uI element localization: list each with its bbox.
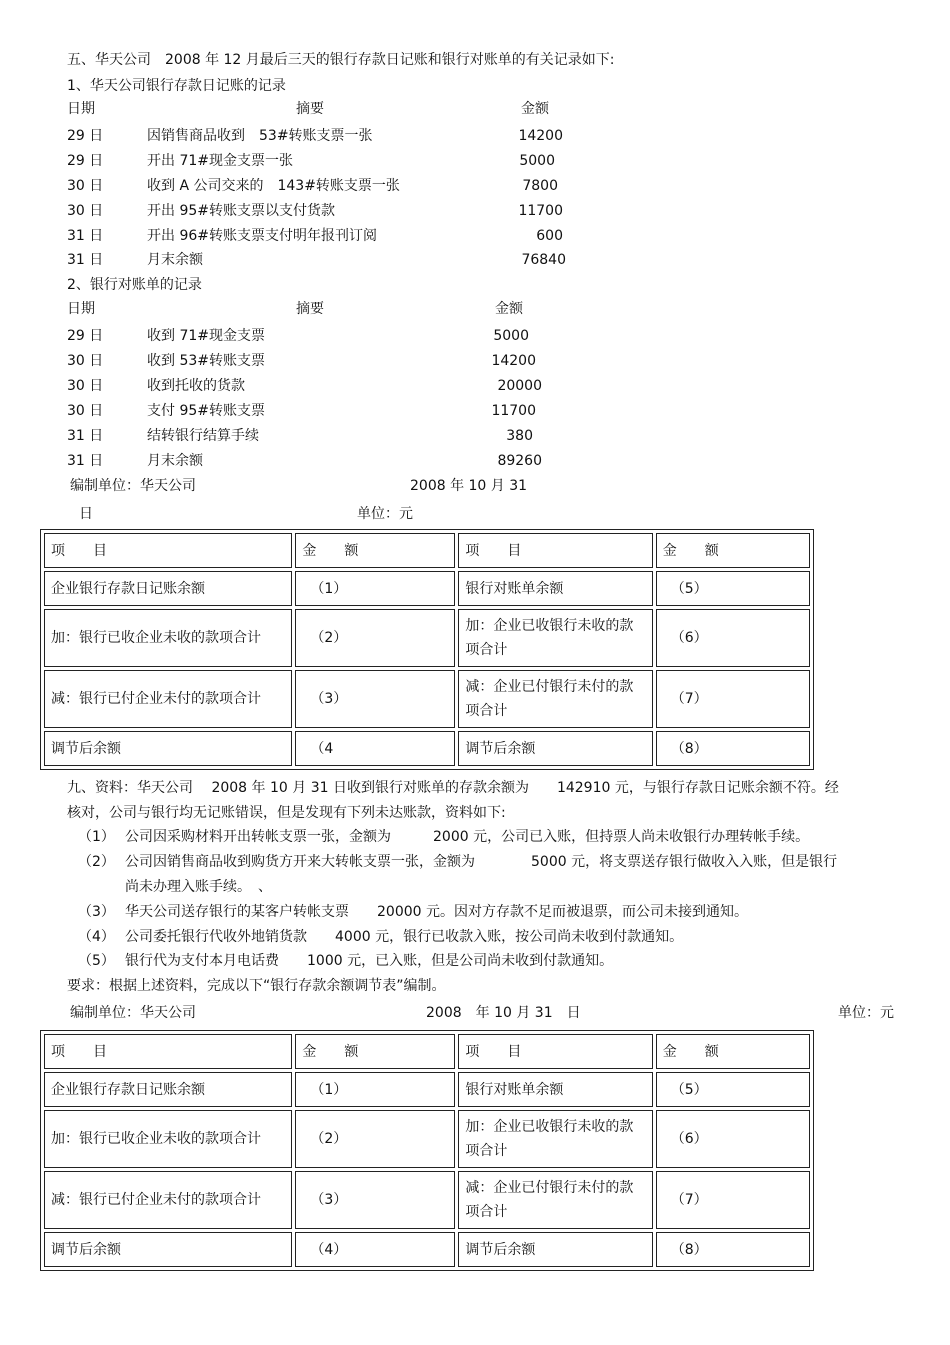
- table-row: [44, 609, 810, 667]
- journal-row-date: 31 日: [67, 228, 104, 244]
- table-row: [44, 1232, 810, 1267]
- item-text: 公司因采购材料开出转帐支票一张，金额为 2000 元，公司已入账，但持票人尚未收银行办理转帐手续。: [125, 829, 810, 845]
- journal-row-amount: 5000: [519, 153, 555, 169]
- item-text: 公司委托银行代收外地销货款 4000 元，银行已收款入账，按公司尚未收到付款通知。: [125, 929, 684, 945]
- table-cell-label: 企业银行存款日记账余额: [44, 1072, 292, 1107]
- item-number: （1）: [78, 829, 115, 845]
- header-amount: 金 额: [295, 1034, 455, 1069]
- table-row: [44, 1072, 810, 1107]
- statement-row-amount: 380: [506, 428, 533, 444]
- table-cell-amount: （7）: [656, 670, 810, 728]
- item-number: （2）: [78, 854, 115, 870]
- reconciliation-table-2: [40, 1030, 814, 1271]
- statement-header-date: 日期: [67, 301, 95, 317]
- table-cell-amount: （1）: [295, 1072, 455, 1107]
- journal-header-amount: 金额: [521, 101, 549, 117]
- table-row: [44, 731, 810, 766]
- journal-row-desc: 开出 95#转账支票以支付货款: [147, 203, 335, 219]
- table-cell-label: 加：企业已收银行未收的款项合计: [458, 1110, 652, 1168]
- journal-row-desc: 因销售商品收到 53#转账支票一张: [147, 128, 373, 144]
- statement-row-date: 30 日: [67, 378, 104, 394]
- statement-row-desc: 收到托收的货款: [147, 378, 245, 394]
- table-row: [44, 571, 810, 606]
- table-cell-amount: （6）: [656, 1110, 810, 1168]
- header-item: 项 目: [458, 1034, 652, 1069]
- journal-title: 1、华天公司银行存款日记账的记录: [67, 78, 286, 94]
- journal-row-date: 29 日: [67, 153, 104, 169]
- item-number: （4）: [78, 929, 115, 945]
- table-cell-amount: （5）: [656, 1072, 810, 1107]
- table-cell-amount: （1）: [295, 571, 455, 606]
- form-currency: 单位：元: [838, 1005, 894, 1021]
- statement-row-date: 29 日: [67, 328, 104, 344]
- table-row: [44, 1110, 810, 1168]
- journal-row-amount: 11700: [518, 203, 563, 219]
- statement-row-amount: 14200: [491, 353, 536, 369]
- table-cell-amount: （8）: [656, 731, 810, 766]
- journal-row-date: 31 日: [67, 252, 104, 268]
- form-date: 2008 年 10 月 31: [410, 478, 528, 494]
- table-cell-label: 减：银行已付企业未付的款项合计: [44, 670, 292, 728]
- statement-row-desc: 支付 95#转账支票: [147, 403, 265, 419]
- table-cell-label: 减：企业已付银行未付的款项合计: [458, 670, 652, 728]
- form-unit: 编制单位：华天公司: [70, 1005, 196, 1021]
- statement-row-desc: 月末余额: [147, 453, 203, 469]
- journal-header-date: 日期: [67, 101, 95, 117]
- table-cell-amount: （6）: [656, 609, 810, 667]
- table-cell-amount: （8）: [656, 1232, 810, 1267]
- table-cell-label: 加：企业已收银行未收的款项合计: [458, 609, 652, 667]
- journal-row-amount: 76840: [521, 252, 566, 268]
- form-date-tail: 日: [79, 506, 93, 522]
- statement-row-date: 30 日: [67, 403, 104, 419]
- table-cell-label: 调节后余额: [458, 1232, 652, 1267]
- statement-row-date: 30 日: [67, 353, 104, 369]
- form-date: 2008 年 10 月 31 日: [426, 1005, 581, 1021]
- table-header-row: [44, 533, 810, 568]
- table-cell-label: 加：银行已收企业未收的款项合计: [44, 1110, 292, 1168]
- table-cell-amount: （3）: [295, 1171, 455, 1229]
- header-amount: 金 额: [656, 1034, 810, 1069]
- table-cell-label: 银行对账单余额: [458, 571, 652, 606]
- table-cell-amount: （4）: [295, 1232, 455, 1267]
- header-amount: 金 额: [295, 533, 455, 568]
- form-currency: 单位：元: [357, 506, 413, 522]
- statement-row-desc: 结转银行结算手续: [147, 428, 259, 444]
- table-cell-label: 调节后余额: [458, 731, 652, 766]
- statement-title: 2、银行对账单的记录: [67, 277, 202, 293]
- journal-row-date: 29 日: [67, 128, 104, 144]
- table-row: [44, 1171, 810, 1229]
- table-cell-amount: （3）: [295, 670, 455, 728]
- table-cell-label: 加：银行已收企业未收的款项合计: [44, 609, 292, 667]
- statement-header-desc: 摘要: [296, 301, 324, 317]
- item-text: 银行代为支付本月电话费 1000 元，已入账，但是公司尚未收到付款通知。: [125, 953, 614, 969]
- table-cell-label: 调节后余额: [44, 731, 292, 766]
- journal-row-amount: 600: [536, 228, 563, 244]
- table-cell-label: 减：企业已付银行未付的款项合计: [458, 1171, 652, 1229]
- table-cell-amount: （5）: [656, 571, 810, 606]
- item-text: 华天公司送存银行的某客户转帐支票 20000 元。因对方存款不足而被退票，而公司未接到通知。: [125, 904, 748, 920]
- table-cell-label: 调节后余额: [44, 1232, 292, 1267]
- header-item: 项 目: [44, 1034, 292, 1069]
- statement-row-amount: 20000: [497, 378, 542, 394]
- header-item: 项 目: [44, 533, 292, 568]
- table-cell-amount: （2）: [295, 609, 455, 667]
- statement-row-amount: 5000: [493, 328, 529, 344]
- table-cell-amount: （7）: [656, 1171, 810, 1229]
- statement-row-desc: 收到 53#转账支票: [147, 353, 265, 369]
- statement-row-amount: 89260: [497, 453, 542, 469]
- item-number: （5）: [78, 953, 115, 969]
- problem5-heading: 五、华天公司 2008 年 12 月最后三天的银行存款日记账和银行对账单的有关记录如下:: [67, 52, 615, 68]
- form-unit: 编制单位：华天公司: [70, 478, 196, 494]
- requirement-text: 要求：根据上述资料，完成以下“银行存款余额调节表”编制。: [67, 978, 446, 994]
- reconciliation-table-1: [40, 529, 814, 770]
- table-cell-label: 银行对账单余额: [458, 1072, 652, 1107]
- table-cell-amount: （4: [295, 731, 455, 766]
- statement-row-desc: 收到 71#现金支票: [147, 328, 265, 344]
- table-header-row: [44, 1034, 810, 1069]
- journal-row-desc: 开出 71#现金支票一张: [147, 153, 293, 169]
- journal-row-date: 30 日: [67, 178, 104, 194]
- table-row: [44, 670, 810, 728]
- item-number: （3）: [78, 904, 115, 920]
- statement-row-date: 31 日: [67, 453, 104, 469]
- journal-row-desc: 收到 A 公司交来的 143#转账支票一张: [147, 178, 400, 194]
- statement-row-date: 31 日: [67, 428, 104, 444]
- table-cell-label: 企业银行存款日记账余额: [44, 571, 292, 606]
- item-text-cont: 尚未办理入账手续。 、: [125, 879, 272, 895]
- header-item: 项 目: [458, 533, 652, 568]
- statement-header-amount: 金额: [495, 301, 523, 317]
- item-text: 公司因销售商品收到购货方开来大转帐支票一张，金额为 5000 元，将支票送存银行做收入入账，但是银行: [125, 854, 838, 870]
- journal-row-desc: 月末余额: [147, 252, 203, 268]
- table-cell-label: 减：银行已付企业未付的款项合计: [44, 1171, 292, 1229]
- statement-row-amount: 11700: [491, 403, 536, 419]
- journal-row-amount: 7800: [522, 178, 558, 194]
- journal-header-desc: 摘要: [296, 101, 324, 117]
- header-amount: 金 额: [656, 533, 810, 568]
- journal-row-date: 30 日: [67, 203, 104, 219]
- table-cell-amount: （2）: [295, 1110, 455, 1168]
- journal-row-amount: 14200: [518, 128, 563, 144]
- problem9-heading-cont: 核对，公司与银行均无记账错误，但是发现有下列未达账款，资料如下:: [67, 805, 506, 821]
- problem9-heading: 九、资料：华天公司 2008 年 10 月 31 日收到银行对账单的存款余额为 142910 元，与银行存款日记账余额不符。经: [67, 780, 839, 796]
- journal-row-desc: 开出 96#转账支票支付明年报刊订阅: [147, 228, 377, 244]
